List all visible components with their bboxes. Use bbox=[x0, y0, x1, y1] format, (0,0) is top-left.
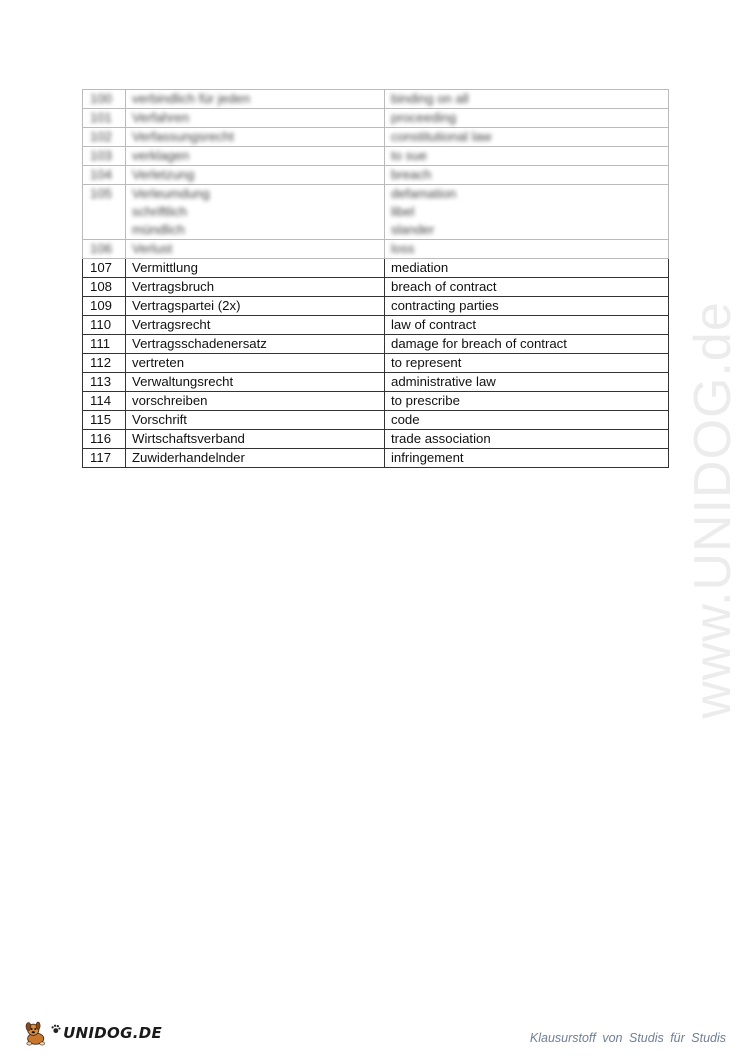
table-row bbox=[83, 373, 669, 392]
english-term-line: loss bbox=[391, 241, 415, 256]
english-term: to prescribe bbox=[385, 392, 669, 411]
row-number: 114 bbox=[83, 392, 126, 411]
english-term bbox=[385, 166, 669, 185]
row-number: 112 bbox=[83, 354, 126, 373]
row-number: 108 bbox=[83, 278, 126, 297]
english-term: infringement bbox=[385, 449, 669, 468]
german-term-line: Verfassungsrecht bbox=[132, 129, 234, 144]
vocabulary-table-body bbox=[83, 90, 669, 468]
english-term: breach of contract bbox=[385, 278, 669, 297]
english-term: contracting parties bbox=[385, 297, 669, 316]
table-row-blurred bbox=[83, 147, 669, 166]
german-term: Wirtschaftsverband bbox=[126, 430, 385, 449]
german-term: vorschreiben bbox=[126, 392, 385, 411]
unidog-logo[interactable] bbox=[22, 1016, 162, 1050]
german-term: Vermittlung bbox=[126, 259, 385, 278]
row-number: 100 bbox=[83, 90, 126, 109]
english-term: law of contract bbox=[385, 316, 669, 335]
row-number: 117 bbox=[83, 449, 126, 468]
dog-mascot-icon bbox=[22, 1016, 49, 1050]
english-term bbox=[385, 128, 669, 147]
german-term-line: Verlust bbox=[132, 241, 173, 256]
english-term-line: to sue bbox=[391, 148, 427, 163]
german-term-line: verklagen bbox=[132, 148, 190, 163]
table-row-blurred bbox=[83, 128, 669, 147]
row-number: 107 bbox=[83, 259, 126, 278]
german-term-line: schriftlich bbox=[132, 204, 187, 219]
german-term-line: verbindlich für jeden bbox=[132, 91, 251, 106]
table-row bbox=[83, 278, 669, 297]
german-term: Vertragspartei (2x) bbox=[126, 297, 385, 316]
row-number: 115 bbox=[83, 411, 126, 430]
english-term: mediation bbox=[385, 259, 669, 278]
row-number: 111 bbox=[83, 335, 126, 354]
german-term bbox=[126, 147, 385, 166]
german-term: Vertragsrecht bbox=[126, 316, 385, 335]
paw-icon bbox=[51, 1023, 61, 1035]
german-term: Vertragsschadenersatz bbox=[126, 335, 385, 354]
table-row-blurred bbox=[83, 240, 669, 259]
table-row bbox=[83, 335, 669, 354]
english-term: administrative law bbox=[385, 373, 669, 392]
english-term-line: binding on all bbox=[391, 91, 469, 106]
english-term-line: proceeding bbox=[391, 110, 457, 125]
english-term-line: defamation bbox=[391, 186, 457, 201]
german-term bbox=[126, 128, 385, 147]
table-row-blurred bbox=[83, 90, 669, 109]
german-term: Vertragsbruch bbox=[126, 278, 385, 297]
english-term bbox=[385, 147, 669, 166]
row-number: 110 bbox=[83, 316, 126, 335]
table-row bbox=[83, 449, 669, 468]
logo-text: UNIDOG.DE bbox=[63, 1024, 162, 1042]
row-number: 109 bbox=[83, 297, 126, 316]
footer-slogan: Klausurstoff von Studis für Studis bbox=[529, 1031, 726, 1045]
row-number: 113 bbox=[83, 373, 126, 392]
english-term-line: breach bbox=[391, 167, 432, 182]
table-row bbox=[83, 354, 669, 373]
english-term: to represent bbox=[385, 354, 669, 373]
row-number: 116 bbox=[83, 430, 126, 449]
german-term-line: Verletzung bbox=[132, 167, 195, 182]
german-term-line: Verleumdung bbox=[132, 186, 210, 201]
english-term-line: slander bbox=[391, 222, 435, 237]
vocabulary-table bbox=[82, 89, 669, 468]
german-term: Zuwiderhandelnder bbox=[126, 449, 385, 468]
english-term bbox=[385, 240, 669, 259]
english-term: code bbox=[385, 411, 669, 430]
table-row bbox=[83, 259, 669, 278]
german-term bbox=[126, 185, 385, 240]
row-number: 101 bbox=[83, 109, 126, 128]
german-term bbox=[126, 90, 385, 109]
table-row bbox=[83, 430, 669, 449]
german-term: Vorschrift bbox=[126, 411, 385, 430]
english-term: trade association bbox=[385, 430, 669, 449]
row-number: 106 bbox=[83, 240, 126, 259]
english-term bbox=[385, 109, 669, 128]
german-term bbox=[126, 166, 385, 185]
table-row bbox=[83, 411, 669, 430]
row-number: 104 bbox=[83, 166, 126, 185]
table-row-blurred bbox=[83, 185, 669, 240]
row-number: 102 bbox=[83, 128, 126, 147]
watermark-text: www.UNIDOG.de bbox=[684, 301, 742, 719]
english-term-line: libel bbox=[391, 204, 415, 219]
row-number: 105 bbox=[83, 185, 126, 240]
german-term: vertreten bbox=[126, 354, 385, 373]
table-row-blurred bbox=[83, 109, 669, 128]
table-row-blurred bbox=[83, 166, 669, 185]
english-term: damage for breach of contract bbox=[385, 335, 669, 354]
english-term bbox=[385, 90, 669, 109]
table-row bbox=[83, 297, 669, 316]
row-number: 103 bbox=[83, 147, 126, 166]
english-term-line: constitutional law bbox=[391, 129, 492, 144]
german-term-line: mündlich bbox=[132, 222, 185, 237]
german-term: Verwaltungsrecht bbox=[126, 373, 385, 392]
german-term bbox=[126, 109, 385, 128]
table-row bbox=[83, 392, 669, 411]
german-term-line: Verfahren bbox=[132, 110, 190, 125]
table-row bbox=[83, 316, 669, 335]
english-term bbox=[385, 185, 669, 240]
german-term bbox=[126, 240, 385, 259]
